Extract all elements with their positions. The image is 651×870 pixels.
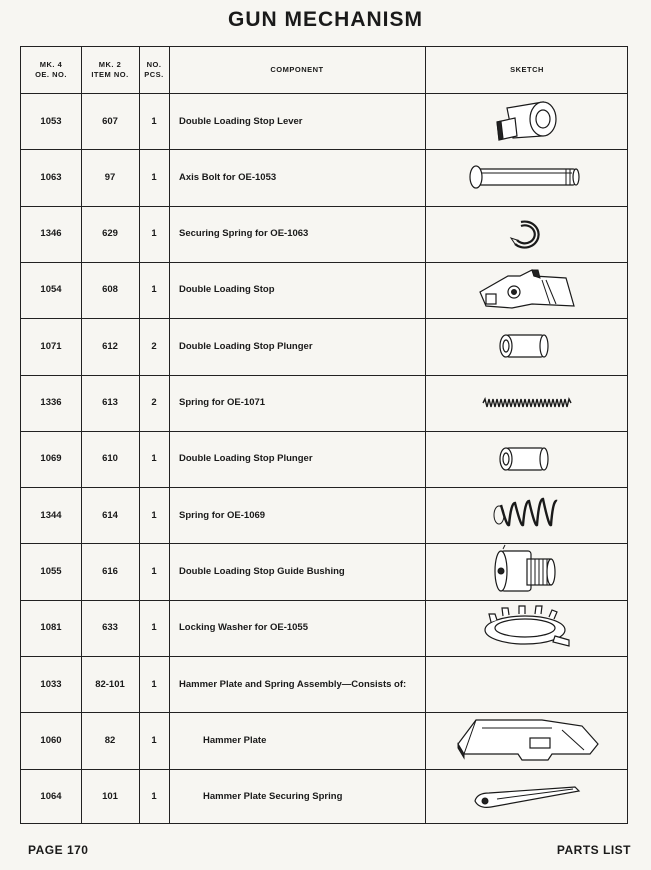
piece-count: 1 [151, 115, 157, 127]
table-row [21, 543, 627, 599]
piece-count: 1 [151, 678, 157, 690]
component-name: Double Loading Stop Lever [179, 115, 303, 127]
table-row [21, 318, 627, 374]
item-number: 633 [102, 622, 118, 634]
parts-table [20, 46, 628, 824]
page-number: PAGE 170 [28, 843, 89, 857]
item-number: 614 [102, 509, 118, 521]
piece-count: 1 [151, 453, 157, 465]
hammer-plate-sketch-icon [425, 712, 629, 768]
section-name: PARTS LIST [556, 843, 631, 857]
header-sketch: SKETCH [510, 65, 544, 74]
component-name: Hammer Plate Securing Spring [203, 791, 343, 803]
item-number: 82-101 [95, 678, 125, 690]
item-number: 82 [104, 734, 116, 746]
piece-count: 1 [151, 734, 157, 746]
piece-count: 1 [151, 565, 157, 577]
empty-sketch [425, 656, 629, 712]
oe-number: 1055 [40, 565, 62, 577]
component-name: Spring for OE-1069 [179, 509, 266, 521]
table-row [21, 262, 627, 318]
component-name: Hammer Plate and Spring Assembly—Consists of: [179, 678, 407, 690]
bushing-sketch-icon [425, 543, 629, 599]
table-row [21, 149, 627, 205]
item-number: 608 [102, 284, 118, 296]
component-name: Double Loading Stop Plunger [179, 340, 313, 352]
oe-number: 1064 [40, 791, 62, 803]
piece-count: 1 [151, 622, 157, 634]
component-name: Securing Spring for OE-1063 [179, 228, 309, 240]
oe-number: 1063 [40, 171, 62, 183]
oe-number: 1054 [40, 284, 62, 296]
oe-number: 1336 [40, 397, 62, 408]
table-row [21, 431, 627, 487]
oe-number: 1060 [40, 734, 62, 746]
piece-count: 1 [151, 509, 157, 521]
header-pcs: NO. PCS. [144, 60, 164, 79]
component-name: Locking Washer for OE-1055 [179, 622, 308, 634]
component-name: Hammer Plate [203, 734, 267, 746]
table-row [21, 93, 627, 149]
table-row [21, 487, 627, 543]
header-item-no: MK. 2 ITEM NO. [91, 60, 129, 79]
oe-number: 1081 [40, 622, 62, 634]
lever-sketch-icon [425, 93, 629, 149]
table-row [21, 206, 627, 262]
item-number: 610 [102, 453, 118, 465]
oe-number: 1033 [40, 678, 62, 690]
oe-number: 1071 [40, 340, 62, 352]
item-number: 616 [102, 565, 118, 577]
plunger-sketch-icon [425, 318, 629, 374]
component-name: Axis Bolt for OE-1053 [179, 171, 277, 183]
piece-count: 1 [151, 791, 157, 803]
flat-spring-sketch-icon [425, 769, 629, 825]
table-row [21, 600, 627, 656]
table-row [21, 712, 627, 768]
item-number: 612 [102, 340, 118, 352]
piece-count: 2 [151, 340, 157, 352]
washer-sketch-icon [425, 600, 629, 656]
oe-number: 1346 [40, 228, 62, 240]
component-name: Double Loading Stop Guide Bushing [179, 565, 345, 577]
table-row [21, 769, 627, 825]
piece-count: 1 [151, 284, 157, 296]
component-name: Double Loading Stop [179, 284, 275, 296]
component-name: Spring for OE-1071 [179, 397, 266, 408]
table-row [21, 375, 627, 431]
stop-sketch-icon [425, 262, 629, 318]
item-number: 97 [104, 171, 116, 183]
page-title: GUN MECHANISM [228, 8, 423, 31]
item-number: 101 [102, 791, 118, 803]
coil-spring-sketch-icon [425, 487, 629, 543]
header-oe-no: MK. 4 OE. NO. [35, 60, 67, 79]
long-spring-sketch-icon [425, 375, 629, 431]
piece-count: 1 [151, 228, 157, 240]
header-component: COMPONENT [270, 65, 324, 74]
item-number: 613 [102, 397, 118, 408]
item-number: 607 [102, 115, 118, 127]
oe-number: 1053 [40, 115, 62, 127]
oe-number: 1069 [40, 453, 62, 465]
oe-number: 1344 [40, 509, 62, 521]
table-row [21, 656, 627, 712]
component-name: Double Loading Stop Plunger [179, 453, 313, 465]
bolt-sketch-icon [425, 149, 629, 205]
split-ring-sketch-icon [425, 206, 629, 262]
piece-count: 2 [151, 397, 157, 408]
plunger-sketch-icon [425, 431, 629, 487]
item-number: 629 [102, 228, 118, 240]
piece-count: 1 [151, 171, 157, 183]
